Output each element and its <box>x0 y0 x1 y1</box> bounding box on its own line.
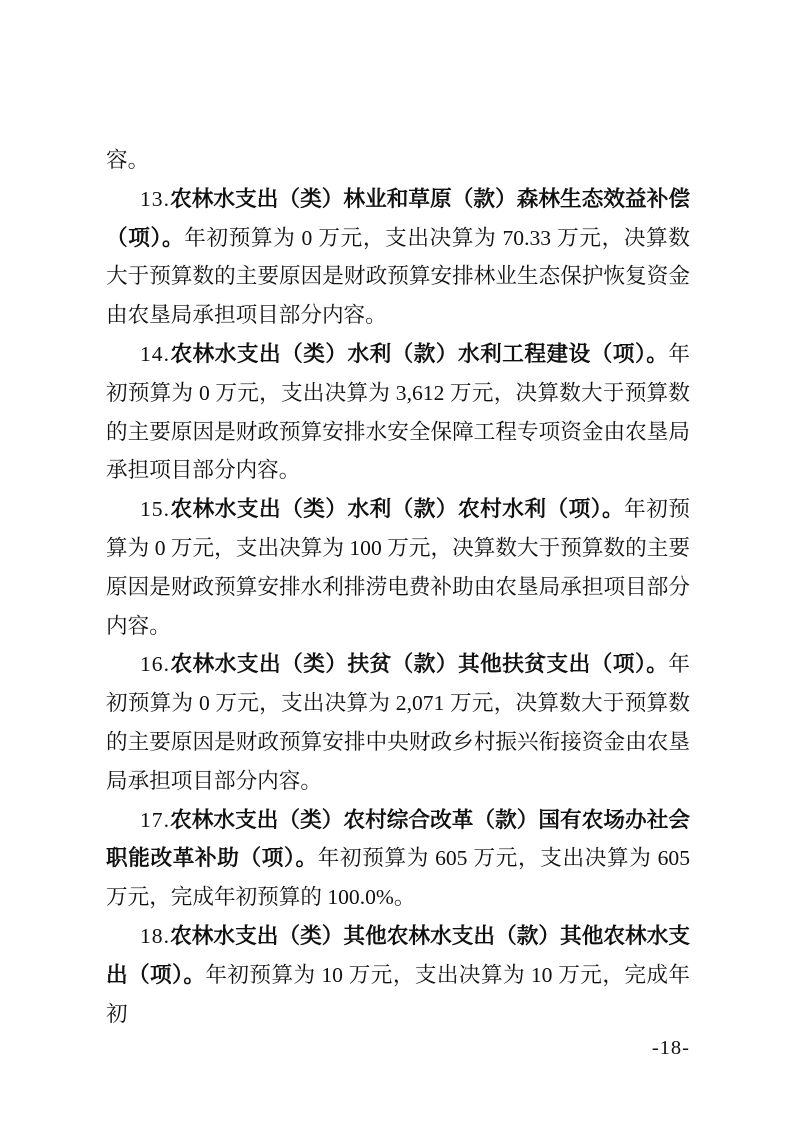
item-17-body: 年初预算为 605 万元，支出决算为 605 万元，完成年初预算的 100.0%。 <box>106 846 691 910</box>
continuation-text: 容。 <box>106 148 150 172</box>
item-14-body: 年初预算为 0 万元，支出决算为 3,612 万元，决算数大于预算数的主要原因是财政预算安排水安全保障工程专项资金由农垦局承担项目部分内容。 <box>106 341 690 483</box>
paragraph-item-18 <box>106 917 690 1033</box>
paragraph-continuation <box>106 141 690 180</box>
paragraph-item-13 <box>106 180 690 335</box>
paragraph-item-15 <box>106 490 690 645</box>
paragraph-item-16 <box>106 645 690 800</box>
item-13-body: 年初预算为 0 万元，支出决算为 70.33 万元，决算数大于预算数的主要原因是财政预算安排林业生态保护恢复资金由农垦局承担项目部分内容。 <box>106 225 690 328</box>
page-content <box>106 0 690 1059</box>
item-16-number: 16. <box>140 652 170 677</box>
item-18-body: 年初预算为 10 万元，支出决算为 10 万元，完成年初 <box>106 962 690 1026</box>
item-15-body: 年初预算为 0 万元，支出决算为 100 万元，决算数大于预算数的主要原因是财政预算安排水利排涝电费补助由农垦局承担项目部分内容。 <box>106 497 690 638</box>
item-15-heading: 农林水支出（类）水利（款）农村水利（项）。 <box>170 496 625 522</box>
paragraph-item-14 <box>106 335 690 490</box>
item-16-heading: 农林水支出（类）扶贫（款）其他扶贫支出（项）。 <box>170 651 669 677</box>
paragraph-item-17 <box>106 801 690 917</box>
item-16-body: 年初预算为 0 万元，支出决算为 2,071 万元，决算数大于预算数的主要原因是财政预算安排中央财政乡村振兴衔接资金由农垦局承担项目部分内容。 <box>106 652 690 793</box>
item-13-heading: 农林水支出（类）林业和草原（款）森林生态效益补偿（项）。 <box>106 185 690 250</box>
item-17-number: 17. <box>140 807 170 832</box>
item-18-heading: 农林水支出（类）其他农林水支出（款）其他农林水支出（项）。 <box>106 922 690 987</box>
item-14-number: 14. <box>140 341 170 366</box>
item-18-number: 18. <box>140 923 170 948</box>
item-14-heading: 农林水支出（类）水利（款）水利工程建设（项）。 <box>170 340 669 366</box>
item-17-heading: 农林水支出（类）农村综合改革（款）国有农场办社会职能改革补助（项）。 <box>106 806 690 871</box>
page-number: -18- <box>651 1037 690 1060</box>
item-15-number: 15. <box>140 497 170 522</box>
item-13-number: 13. <box>140 186 170 211</box>
